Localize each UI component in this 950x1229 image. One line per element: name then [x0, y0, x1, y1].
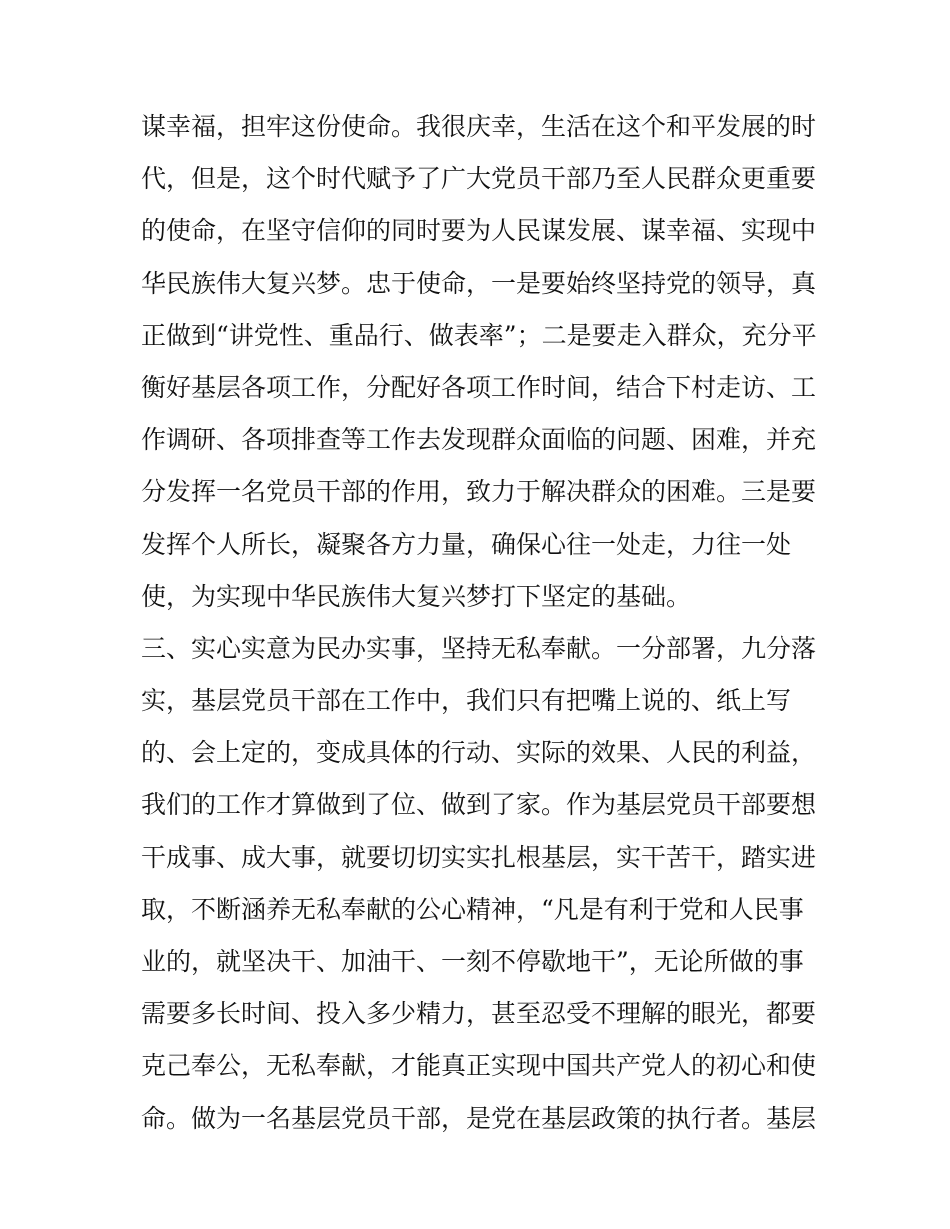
text-line: 华民族伟大复兴梦。忠于使命，一是要始终坚持党的领导，真	[141, 268, 817, 298]
text-line: 的、会上定的，变成具体的行动、实际的效果、人民的利益，	[141, 738, 817, 768]
text-line: 干成事、成大事，就要切切实实扎根基层，实干苦干，踏实进	[141, 842, 817, 872]
text-line: 业的，就坚决干、加油干、一刻不停歇地干”，无论所做的事	[141, 947, 804, 976]
body-text	[141, 101, 821, 1145]
text-line: 需要多长时间、投入多少精力，甚至忍受不理解的眼光，都要	[141, 999, 817, 1029]
text-line: 作调研、各项排查等工作去发现群众面临的问题、困难，并充	[141, 425, 817, 455]
text-line: 谋幸福，担牢这份使命。我很庆幸，生活在这个和平发展的时	[141, 112, 817, 141]
text-line: 的使命，在坚守信仰的同时要为人民谋发展、谋幸福、实现中	[141, 216, 817, 246]
text-line: 发挥个人所长，凝聚各方力量，确保心往一处走，力往一处	[141, 529, 792, 559]
text-line: 正做到“讲党性、重品行、做表率”；二是要走入群众，充分平	[141, 320, 817, 350]
text-line: 取，不断涵养无私奉献的公心精神，“凡是有利于党和人民事	[141, 894, 804, 924]
text-line: 代，但是，这个时代赋予了广大党员干部乃至人民群众更重要	[141, 164, 817, 194]
text-line: 我们的工作才算做到了位、做到了家。作为基层党员干部要想	[141, 790, 817, 820]
text-line: 分发挥一名党员干部的作用，致力于解决群众的困难。三是要	[141, 477, 817, 507]
text-line: 衡好基层各项工作，分配好各项工作时间，结合下村走访、工	[141, 372, 817, 402]
text-line: 实，基层党员干部在工作中，我们只有把嘴上说的、纸上写	[141, 686, 792, 716]
text-line: 使，为实现中华民族伟大复兴梦打下坚定的基础。	[141, 581, 692, 611]
section-heading-line: 三、实心实意为民办实事，坚持无私奉献。一分部署，九分落	[141, 633, 817, 663]
text-line: 克己奉公，无私奉献，才能真正实现中国共产党人的初心和使	[141, 1051, 817, 1081]
text-line: 命。做为一名基层党员干部，是党在基层政策的执行者。基层	[141, 1103, 817, 1133]
